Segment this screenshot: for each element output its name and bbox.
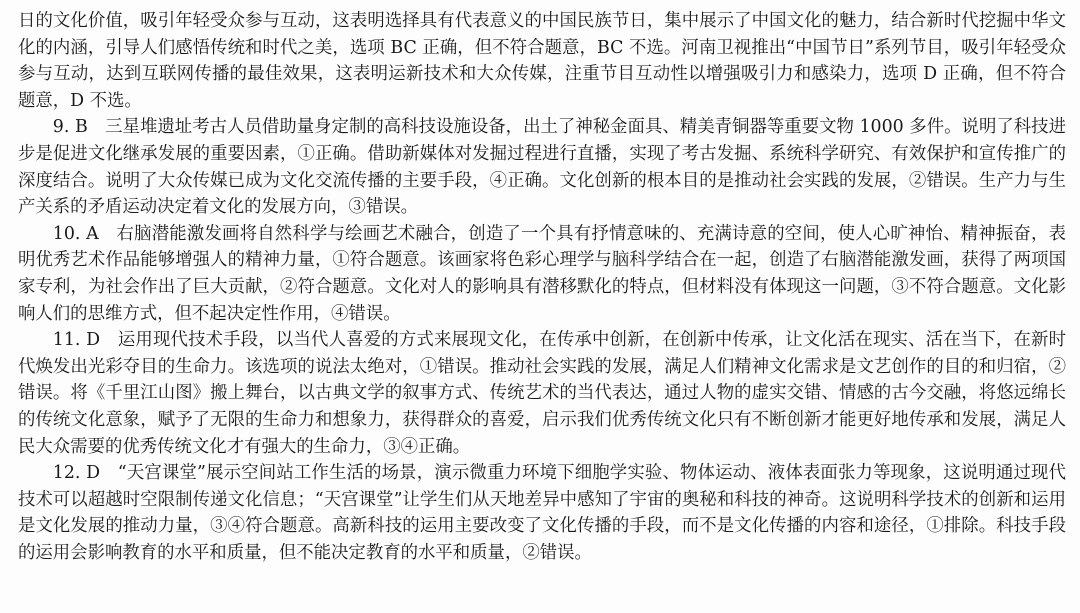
paragraph-intro-continuation: 日的文化价值，吸引年轻受众参与互动，这表明选择具有代表意义的中国民族节日，集中展示了中国文化的魅力，结合新时代挖掘中华文化的内涵，引导人们感悟传统和时代之美，选项 BC 正确，但不符合题意，BC 不选。河南卫视推出“中国节日”系列节目，吸引年轻受众参与互动，达到互联网传播的最佳效果，这表明运新技术和大众传媒，注重节目互动性以增强吸引力和感染力，选项 D 正确，但不符合题意，D 不选。 [18, 11, 1066, 111]
paragraph-question-10: 10. A 右脑潜能激发画将自然科学与绘画艺术融合，创造了一个具有抒情意味的、充满诗意的空间，使人心旷神怡、精神振奋，表明优秀艺术作品能够增强人的精神力量，①符合题意。该画家将色彩心理学与脑科学结合在一起，创造了右脑潜能激发画，获得了两项国家专利，为社会作出了巨大贡献，②符合题意。文化对人的影响具有潜移默化的特点，但材料没有体现这一问题，③不符合题意。文化影响人们的思维方式，但不起决定性作用，④错误。 [18, 223, 1066, 324]
answer-explanations [18, 8, 1066, 566]
paragraph-question-12: 12. D “天宫课堂”展示空间站工作生活的场景，演示微重力环境下细胞学实验、物体运动、液体表面张力等现象，这说明通过现代技术可以超越时空限制传递文化信息；“天宫课堂”让学生们从天地差异中感知了宇宙的奥秘和科技的神奇。这说明科学技术的创新和运用是文化发展的推动力量，③④符合题意。高新科技的运用主要改变了文化传播的手段，而不是文化传播的内容和途径，①排除。科技手段的运用会影响教育的水平和质量，但不能决定教育的水平和质量，②错误。 [18, 463, 1066, 563]
paragraph-question-11: 11. D 运用现代技术手段，以当代人喜爱的方式来展现文化，在传承中创新，在创新中传承，让文化活在现实、活在当下，在新时代焕发出光彩夺目的生命力。该选项的说法太绝对，①错误。推动社会实践的发展，满足人们精神文化需求是文艺创作的目的和归宿，②错误。将《千里江山图》搬上舞台，以古典文学的叙事方式、传统艺术的当代表达，通过人物的虚实交错、情感的古今交融，将悠远绵长的传统文化意象，赋予了无限的生命力和想象力，获得群众的喜爱，启示我们优秀传统文化只有不断创新才能更好地传承和发展，满足人民大众需要的优秀传统文化才有强大的生命力，③④正确。 [18, 330, 1066, 457]
paragraph-question-9: 9. B 三星堆遗址考古人员借助量身定制的高科技设施设备，出土了神秘金面具、精美青铜器等重要文物 1000 多件。说明了科技进步是促进文化继承发展的重要因素，①正确。借助新媒体对发掘过程进行直播，实现了考古发掘、系统科学研究、有效保护和宣传推广的深度结合。说明了大众传媒已成为文化交流传播的主要手段，④正确。文化创新的根本目的是推动社会实践的发展，②错误。生产力与生产关系的矛盾运动决定着文化的发展方向，③错误。 [18, 117, 1066, 218]
